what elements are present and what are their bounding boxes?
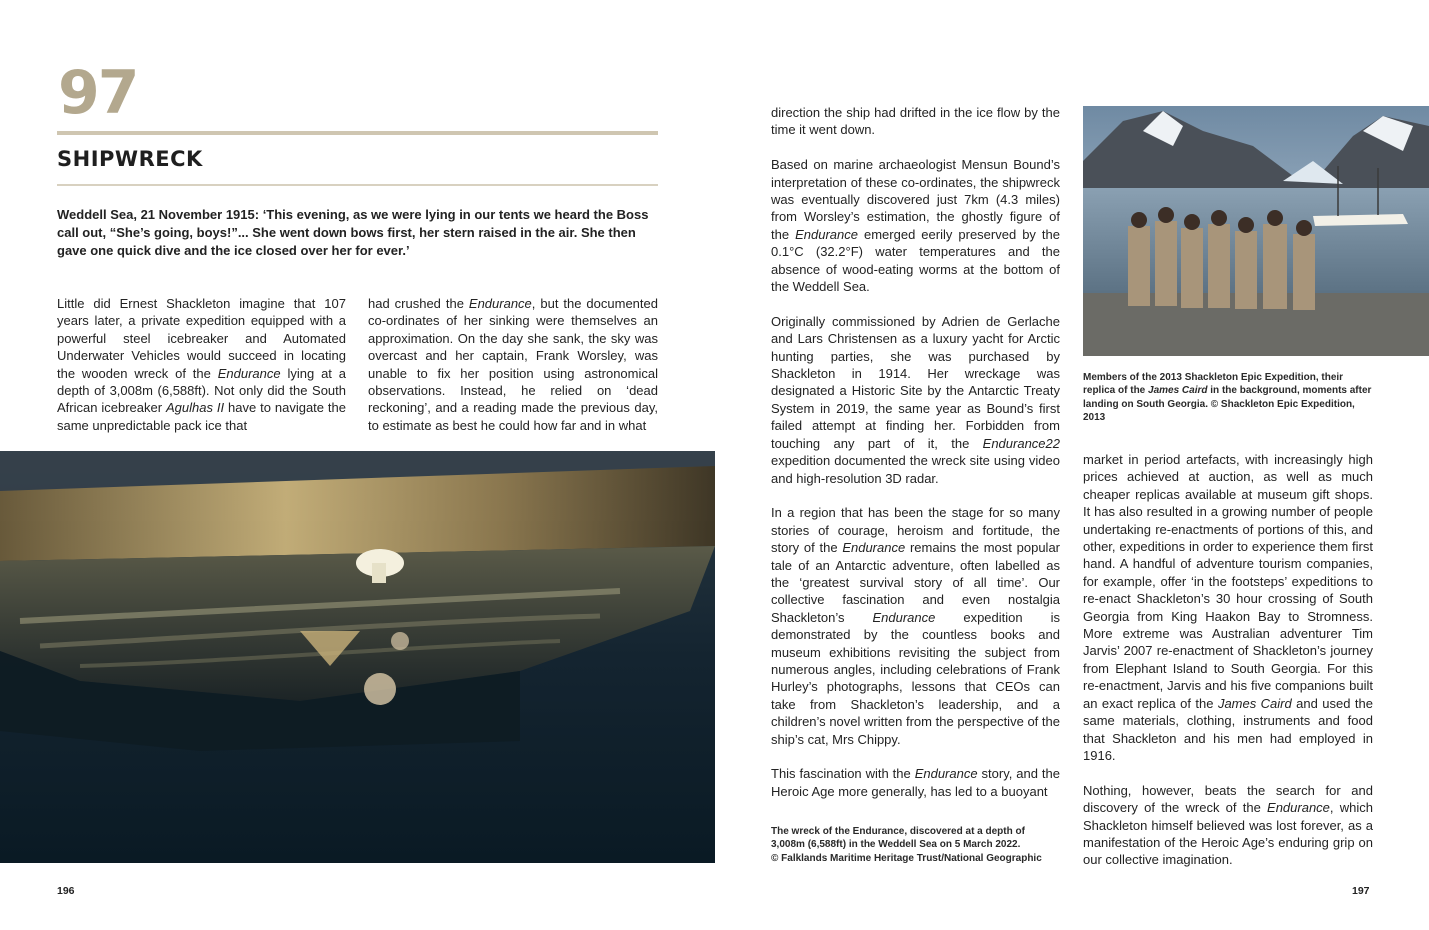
paragraph: Originally commissioned by Adrien de Gerlache and Lars Christensen as a luxury yacht for Arctic hunting parties, she was purchased by Shackleton in 1914. Her wreckage was designated a Historic Site by the Antarctic Treaty System in 2019, the same year as Bound’s first failed attempt at finding her. Forbidden from touching any part of it, the Endurance22 expedition documented the wreck site using video and high-resolution 3D radar. (771, 313, 1060, 486)
shipwreck-image (0, 451, 715, 863)
expedition-photo (1083, 106, 1429, 356)
body-column-3 (771, 104, 1060, 800)
body-column-2 (368, 295, 658, 434)
paragraph: direction the ship had drifted in the ice flow by the time it went down. (771, 105, 1060, 138)
chapter-number: 97 (58, 58, 138, 128)
shipwreck-caption: The wreck of the Endurance, discovered at a depth of 3,008m (6,588ft) in the Weddell Sea on 5 March 2022. © Falklands Maritime Heritage Trust/National Geographic (771, 826, 1042, 864)
page-number-left: 196 (57, 885, 75, 897)
heading-rule-thick (57, 131, 658, 135)
shipwreck-photo (0, 451, 715, 863)
paragraph: Little did Ernest Shackleton imagine that 107 years later, a private expedition equipped with a powerful steel icebreaker and Automated Underwater Vehicles would succeed in locating the wooden wreck of the Endurance lying at a depth of 3,008m (6,588ft). Not only did the South African icebreaker Agulhas II have to navigate the same unpredictable pack ice that (57, 296, 346, 433)
paragraph: Based on marine archaeologist Mensun Bound’s interpretation of these co-ordinates, the shipwreck was eventually discovered just 7km (4.3 miles) from Worsley’s estimation, the ghostly figure of the Endurance emerged eerily preserved by the 0.1°C (32.2°F) water temperatures and the absence of wood-eating worms at the bottom of the Weddell Sea. (771, 157, 1061, 295)
page-title: SHIPWRECK (57, 147, 203, 171)
expedition-image (1083, 106, 1429, 356)
paragraph: had crushed the Endurance, but the documented co-ordinates of her sinking were themselves an approximation. On the day she sank, the sky was overcast and her captain, Frank Worsley, was unable to fix her position using astronomical observations. Instead, he relied on ‘dead reckoning’, and a reading made the previous day, to estimate as best he could how far and in what (368, 296, 658, 433)
paragraph: This fascination with the Endurance story, and the Heroic Age more generally, has led to a buoyant (771, 766, 1060, 799)
body-column-1 (57, 295, 346, 434)
body-column-4 (1083, 451, 1373, 869)
paragraph: Nothing, however, beats the search for and discovery of the wreck of the Endurance, which Shackleton himself believed was lost forever, as a manifestation of the Heroic Age’s enduring grip on our collective imagination. (1083, 782, 1373, 868)
intro-quote: Weddell Sea, 21 November 1915: ‘This evening, as we were lying in our tents we heard the Boss call out, “She’s going, boys!”... She went down bows first, her stern raised in the air. She then gave one quick dive and the ice closed over her for ever.’ (57, 207, 649, 258)
heading-rule-thin (57, 184, 658, 186)
expedition-caption: Members of the 2013 Shackleton Epic Expedition, their replica of the James Caird in the background, moments after landing on South Georgia. © Shackleton Epic Expedition, 2013 (1083, 372, 1372, 424)
paragraph: In a region that has been the stage for so many stories of courage, heroism and fortitude, the story of the Endurance remains the most popular tale of an Antarctic adventure, often labelled as the ‘greatest survival story of all time’. Our collective fascination and even nostalgia Shackleton’s Endurance expedition is demonstrated by the countless books and museum exhibitions revisiting the subject from numerous angles, including celebrations of Frank Hurley’s photographs, lessons that CEOs can take from Shackleton’s leadership, and a children’s novel written from the perspective of the ship’s cat, Mrs Chippy. (771, 505, 1061, 747)
paragraph: market in period artefacts, with increasingly high prices achieved at auction, as well as much cheaper replicas available at museum gift shops. It has also resulted in a growing number of people undertaking re-enactments of portions of this, and other, expeditions in order to experience them first hand. A handful of adventure tourism companies, for example, offer ‘in the footsteps’ expeditions to re-enact Shackleton’s 30 hour crossing of South Georgia from King Haakon Bay to Stromness. More extreme was Australian adventurer Tim Jarvis’ 2007 re-enactment of Shackleton’s journey from Elephant Island to South Georgia. For this re-enactment, Jarvis and his five companions built an exact replica of the James Caird and used the same materials, clothing, instruments and food that Shackleton and his men had employed in 1916. (1083, 452, 1373, 763)
page-number-right: 197 (1352, 885, 1370, 897)
